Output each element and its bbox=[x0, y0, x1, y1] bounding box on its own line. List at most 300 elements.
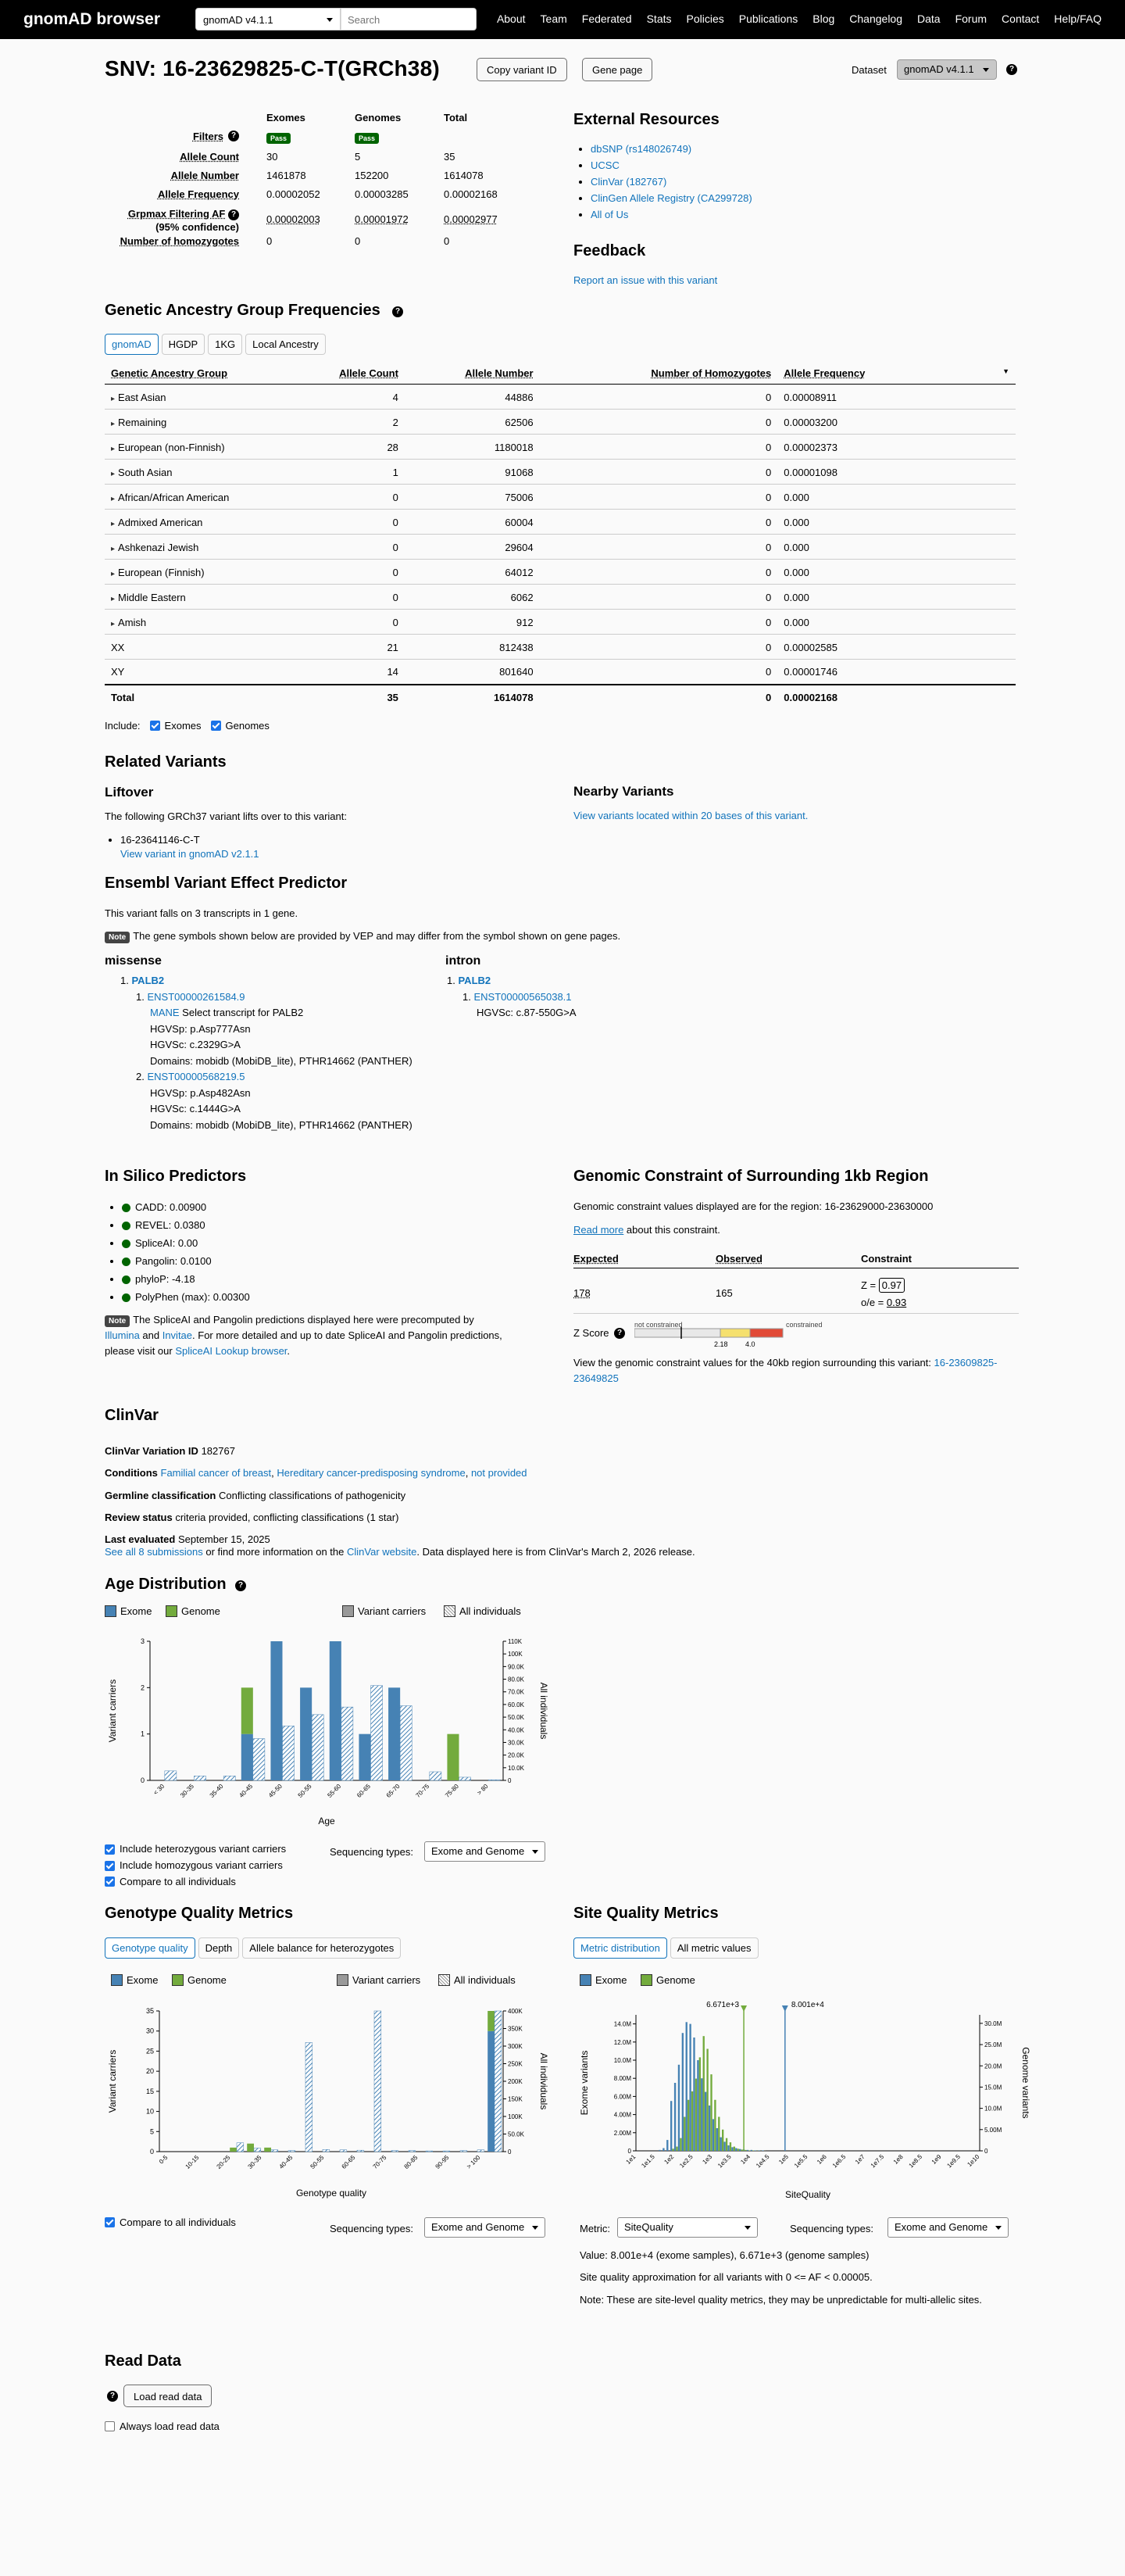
bar-all-individuals bbox=[391, 2151, 398, 2152]
y2-tick-label: 60.0K bbox=[508, 1701, 524, 1708]
intron-gene-link[interactable]: PALB2 bbox=[458, 975, 491, 986]
x-tick-label: 70-75 bbox=[414, 1783, 431, 1799]
total-cell: 0 bbox=[540, 685, 778, 710]
cell: 60004 bbox=[405, 510, 540, 535]
y2-tick-label: 80.0K bbox=[508, 1676, 524, 1683]
row-0-value-0: 30 bbox=[266, 151, 278, 163]
tick-4-0: 4.0 bbox=[745, 1340, 755, 1348]
copy-variant-id-button[interactable]: Copy variant ID bbox=[477, 58, 567, 81]
y-axis-label: Variant carriers bbox=[107, 2049, 118, 2113]
always-load-checkbox[interactable] bbox=[105, 2421, 115, 2431]
x-tick-label: 90-95 bbox=[434, 2154, 451, 2170]
cell: ▸ Ashkenazi Jewish bbox=[105, 535, 294, 560]
total-row bbox=[105, 685, 1016, 710]
transcript-link-1[interactable]: ENST00000261584.9 bbox=[147, 990, 245, 1003]
nearby-variants-link[interactable]: View variants located within 20 bases of this variant. bbox=[573, 810, 809, 821]
nav-link-publications[interactable]: Publications bbox=[738, 13, 798, 25]
grpmax-genomes[interactable]: 0.00001972 bbox=[355, 213, 409, 225]
cell: 0 bbox=[540, 610, 778, 635]
illumina-link[interactable]: Illumina bbox=[105, 1329, 140, 1342]
x-tick-label: 1e8 bbox=[891, 2153, 905, 2166]
table-row[interactable] bbox=[105, 435, 1016, 460]
bar-genome bbox=[726, 2138, 727, 2151]
x-tick-label: 1e8.5 bbox=[907, 2153, 924, 2170]
nav-links bbox=[497, 13, 1102, 25]
gene-link[interactable]: PALB2 bbox=[131, 975, 165, 986]
x-tick-label: 1e6.5 bbox=[830, 2153, 848, 2170]
bar-exome bbox=[674, 2083, 676, 2151]
cell: ▸ South Asian bbox=[105, 460, 294, 485]
x-tick-label: > 100 bbox=[465, 2154, 482, 2170]
bar-exome bbox=[330, 1641, 341, 1780]
constrained-label: constrained bbox=[786, 1321, 823, 1329]
gq-sequencing-select[interactable]: Exome and Genome bbox=[424, 2217, 545, 2238]
bar-genome bbox=[691, 2091, 693, 2151]
nav-link-team[interactable]: Team bbox=[540, 13, 567, 25]
invitae-link[interactable]: Invitae bbox=[162, 1329, 193, 1342]
y-axis-label: Exome variants bbox=[579, 2050, 590, 2116]
table-row bbox=[105, 660, 1016, 685]
col-total: Total bbox=[444, 112, 468, 123]
x-tick-label: 60-65 bbox=[355, 1783, 372, 1799]
cell: 6062 bbox=[405, 585, 540, 610]
cell: 0 bbox=[540, 560, 778, 585]
transcript-link-3[interactable]: ENST00000565038.1 bbox=[473, 990, 572, 1003]
include-exomes-checkbox[interactable] bbox=[150, 721, 160, 731]
y2-tick-label: 100K bbox=[508, 1651, 523, 1658]
predictor-item: • Pangolin: 0.0100 bbox=[122, 1252, 250, 1270]
condition-link-3[interactable]: not provided bbox=[470, 1467, 527, 1479]
sq-genome-swatch bbox=[641, 1974, 652, 1986]
y2-axis-label: All individuals bbox=[538, 2052, 549, 2110]
nav-link-stats[interactable]: Stats bbox=[646, 13, 672, 25]
x-tick-label: 1e3.5 bbox=[716, 2153, 733, 2170]
spliceai-lookup-link[interactable]: SpliceAI Lookup browser bbox=[175, 1345, 288, 1358]
cell: XX bbox=[105, 635, 294, 660]
ancestry-frequency-table bbox=[105, 362, 1016, 710]
predictor-item: • PolyPhen (max): 0.00300 bbox=[122, 1288, 250, 1306]
bar-all-individuals bbox=[165, 1771, 177, 1780]
feedback-title: Feedback bbox=[573, 242, 646, 259]
y-tick-label: 35 bbox=[145, 2007, 154, 2015]
x-tick-label: 40-45 bbox=[277, 2154, 295, 2170]
bar-all-individuals bbox=[288, 2151, 295, 2152]
freq-header-2[interactable]: Allele Number bbox=[405, 362, 540, 385]
cell: ▸ Remaining bbox=[105, 410, 294, 435]
total-cell: 0.00002168 bbox=[777, 685, 1016, 710]
sq-sequencing-select[interactable]: Exome and Genome bbox=[888, 2217, 1009, 2238]
clinvar-footer: See all 8 submissions or find more information on the ClinVar website. Data displayed here is from ClinVar's March 2, 2026 release. bbox=[105, 1546, 695, 1558]
y-tick-label: 5 bbox=[149, 2127, 154, 2136]
x-tick-label: 65-70 bbox=[384, 1783, 402, 1799]
nav-link-data[interactable]: Data bbox=[917, 13, 941, 25]
dataset-select[interactable]: gnomAD v4.1.1 bbox=[195, 8, 341, 30]
y2-tick-label: 200K bbox=[508, 2078, 523, 2085]
bar-genome bbox=[718, 2117, 720, 2152]
cell: 0.000 bbox=[777, 510, 1016, 535]
bar-all-individuals bbox=[254, 2148, 261, 2152]
report-issue-link[interactable]: Report an issue with this variant bbox=[573, 274, 718, 286]
include-genomes-checkbox[interactable] bbox=[211, 721, 221, 731]
not-constrained-label: not constrained bbox=[634, 1321, 683, 1329]
predictor-status-icon bbox=[122, 1222, 130, 1230]
age-sequencing-select[interactable]: Exome and Genome bbox=[424, 1841, 545, 1862]
row-label-3: Number of homozygotes bbox=[120, 235, 239, 247]
y-tick-label: 0 bbox=[627, 2148, 631, 2155]
nav-link-policies[interactable]: Policies bbox=[686, 13, 724, 25]
gq-seq-label: Sequencing types: bbox=[330, 2223, 413, 2234]
nav-link-contact[interactable]: Contact bbox=[1002, 13, 1040, 25]
row-1-value-0: 1461878 bbox=[266, 170, 306, 181]
y2-tick-label: 110K bbox=[508, 1638, 523, 1645]
row-3-value-1: 0 bbox=[355, 235, 361, 247]
zscore-bar bbox=[573, 1321, 1027, 1352]
sq-legend-exome: Exome bbox=[595, 1974, 627, 1986]
predictor-status-icon bbox=[122, 1204, 130, 1212]
cell: 0.00002585 bbox=[777, 635, 1016, 660]
table-row[interactable] bbox=[105, 410, 1016, 435]
x-tick-label: 30-35 bbox=[246, 2154, 263, 2170]
y2-tick-label: 15.0M bbox=[984, 2084, 1002, 2091]
bar-all-individuals bbox=[253, 1739, 265, 1780]
row-0-value-2: 35 bbox=[444, 151, 455, 163]
sq-tabs bbox=[573, 1937, 759, 1959]
external-link-4[interactable]: All of Us bbox=[591, 209, 629, 220]
cell: 0 bbox=[294, 535, 405, 560]
bar-genome bbox=[680, 2138, 681, 2151]
cell: 0 bbox=[294, 610, 405, 635]
y-tick-label: 2.00M bbox=[613, 2129, 631, 2137]
predictor-item: • SpliceAI: 0.00 bbox=[122, 1234, 250, 1252]
bar-genome bbox=[684, 2117, 685, 2152]
anctabs-tab-2[interactable]: 1KG bbox=[208, 334, 242, 355]
y2-tick-label: 0 bbox=[508, 1777, 512, 1784]
y-tick-label: 0 bbox=[149, 2148, 154, 2156]
review-status: criteria provided, conflicting classifications (1 star) bbox=[175, 1511, 399, 1523]
x-tick-label: 60-65 bbox=[340, 2154, 357, 2170]
zscore-label: Z Score bbox=[573, 1327, 609, 1339]
age-distribution-chart bbox=[105, 1627, 566, 1832]
x-tick-label: 40-45 bbox=[238, 1783, 255, 1799]
z-value: 0.97 bbox=[879, 1278, 905, 1293]
liftover-link[interactable]: View variant in gnomAD v2.1.1 bbox=[120, 848, 259, 860]
external-link-3[interactable]: ClinGen Allele Registry (CA299728) bbox=[591, 192, 752, 204]
sqtabs-tab-0[interactable]: Metric distribution bbox=[573, 1937, 667, 1959]
freq-header-1[interactable]: Allele Count bbox=[294, 362, 405, 385]
bar-exome bbox=[739, 2149, 741, 2151]
last-evaluated: September 15, 2025 bbox=[177, 1533, 270, 1546]
bar-genome bbox=[230, 2148, 237, 2152]
top-nav-bar bbox=[0, 0, 1125, 39]
bar-all-individuals bbox=[283, 1726, 295, 1780]
y2-tick-label: 20.0K bbox=[508, 1751, 524, 1759]
nav-link-blog[interactable]: Blog bbox=[812, 13, 835, 25]
bar-genome bbox=[738, 2148, 739, 2151]
liftover-text: The following GRCh37 variant lifts over to this variant: bbox=[105, 810, 347, 822]
transcript-link-2[interactable]: ENST00000568219.5 bbox=[147, 1071, 245, 1083]
intron-title: intron bbox=[445, 954, 481, 968]
x-tick-label: 1e1 bbox=[624, 2153, 638, 2166]
t2-hgvsp: HGVSp: p.Asp482Asn bbox=[150, 1086, 251, 1099]
bar-exome bbox=[762, 2150, 763, 2151]
bar-genome bbox=[695, 2079, 697, 2151]
y-tick-label: 0 bbox=[140, 1776, 145, 1784]
bar-genome bbox=[714, 2100, 716, 2151]
site-quality-chart bbox=[573, 1995, 1034, 2209]
exome-swatch bbox=[105, 1605, 116, 1617]
cell: ▸ East Asian bbox=[105, 385, 294, 410]
genotype-quality-chart bbox=[105, 2005, 566, 2209]
cell: 4 bbox=[294, 385, 405, 410]
row-2-value-2: 0.00002168 bbox=[444, 188, 498, 200]
x-axis-label: Genotype quality bbox=[295, 2188, 367, 2199]
x-tick-label: 50-55 bbox=[296, 1783, 313, 1799]
include-label: Include: bbox=[105, 720, 141, 732]
cell: ▸ African/African American bbox=[105, 485, 294, 510]
bar-all-individuals bbox=[305, 2043, 312, 2152]
load-read-data-button[interactable]: Load read data bbox=[123, 2385, 212, 2407]
nav-link-about[interactable]: About bbox=[496, 13, 526, 25]
bar-exome bbox=[388, 1687, 400, 1780]
cell: 91068 bbox=[405, 460, 540, 485]
cell: 0 bbox=[540, 510, 778, 535]
x-tick-label: 75-80 bbox=[444, 1783, 460, 1799]
predictor-status-icon bbox=[122, 1293, 130, 1302]
table-row[interactable] bbox=[105, 510, 1016, 535]
t3-hgvsc: HGVSc: c.87-550G>A bbox=[477, 1007, 577, 1019]
x-tick-label: 55-60 bbox=[326, 1783, 343, 1799]
bar-exome bbox=[359, 1734, 370, 1780]
note-badge: Note bbox=[105, 932, 130, 943]
always-load-label: Always load read data bbox=[120, 2420, 220, 2432]
sqtabs-tab-1[interactable]: All metric values bbox=[670, 1937, 759, 1959]
table-row[interactable] bbox=[105, 485, 1016, 510]
brand-logo[interactable]: gnomAD browser bbox=[23, 10, 161, 28]
y2-tick-label: 50.0K bbox=[508, 2131, 524, 2138]
grpmax-exomes[interactable]: 0.00002003 bbox=[266, 213, 320, 225]
bar-genome bbox=[748, 2150, 750, 2151]
cell: XY bbox=[105, 660, 294, 685]
y2-axis-label: All individuals bbox=[538, 1682, 549, 1740]
bar-all-individuals bbox=[495, 2011, 502, 2152]
read-more-link[interactable]: Read more bbox=[573, 1224, 624, 1236]
y2-tick-label: 5.00M bbox=[984, 2126, 1002, 2134]
x-tick-label: 1e2.5 bbox=[678, 2153, 695, 2170]
cell: 0.00001098 bbox=[777, 460, 1016, 485]
external-link-2[interactable]: ClinVar (182767) bbox=[591, 176, 667, 188]
freq-header-0[interactable]: Genetic Ancestry Group bbox=[105, 362, 294, 385]
constraint-table bbox=[573, 1250, 1019, 1321]
y-tick-label: 8.00M bbox=[613, 2075, 631, 2083]
liftover-title: Liftover bbox=[105, 785, 154, 800]
cell: 0 bbox=[294, 560, 405, 585]
bar-genome bbox=[672, 2148, 673, 2151]
cell: 812438 bbox=[405, 635, 540, 660]
cell: 0.00008911 bbox=[777, 385, 1016, 410]
region-40kb-link[interactable]: 16-23609825-23649825 bbox=[573, 1357, 998, 1385]
gqtabs-tab-2[interactable]: Allele balance for heterozygotes bbox=[242, 1937, 401, 1959]
cell: 801640 bbox=[405, 660, 540, 685]
x-tick-label: 1e4.5 bbox=[754, 2153, 771, 2170]
age-check-2[interactable] bbox=[105, 1877, 115, 1887]
all-individuals-swatch bbox=[444, 1605, 455, 1617]
age-check-1[interactable] bbox=[105, 1861, 115, 1871]
vep-note: The gene symbols shown below are provided by VEP and may differ from the symbol shown on gene pages. bbox=[133, 930, 621, 942]
x-tick-label: 1e9 bbox=[930, 2153, 943, 2166]
clinvar-details: ClinVar Variation ID 182767 Conditions Familial cancer of breast, Hereditary cancer-predisposing syndrome, not provided Germline classification Conflicting classifications of pathogenicity Review status criteria provided, conflicting classifications (1 star) Last evaluated September 15, 2025 bbox=[105, 1445, 527, 1546]
nearby-variants-title: Nearby Variants bbox=[573, 784, 674, 799]
nav-link-forum[interactable]: Forum bbox=[955, 13, 988, 25]
bar-all-individuals bbox=[340, 2150, 347, 2152]
bar-all-individuals bbox=[374, 2011, 381, 2152]
y-tick-label: 6.00M bbox=[613, 2093, 631, 2101]
gene-page-button[interactable]: Gene page bbox=[582, 58, 652, 81]
bar-exome bbox=[241, 1734, 253, 1780]
bar-exome bbox=[723, 2141, 725, 2151]
gq-compare-label: Compare to all individuals bbox=[120, 2216, 236, 2228]
x-tick-label: 30-35 bbox=[179, 1783, 195, 1799]
gq-title: Genotype Quality Metrics bbox=[105, 1905, 294, 1922]
related-variants-title: Related Variants bbox=[105, 753, 227, 771]
freq-header-4[interactable]: Allele Frequency ▼ bbox=[777, 362, 1016, 385]
legend-variant-carriers: Variant carriers bbox=[358, 1605, 427, 1617]
cell: 0 bbox=[294, 485, 405, 510]
age-check-0[interactable] bbox=[105, 1844, 115, 1855]
external-links-list bbox=[575, 143, 752, 225]
table-row[interactable] bbox=[105, 560, 1016, 585]
age-info-icon[interactable]: ? bbox=[235, 1580, 246, 1591]
insilico-note-badge: Note bbox=[105, 1315, 130, 1327]
sq-note-text: Note: These are site-level quality metrics, they may be unpredictable for multi-allelic sites. bbox=[580, 2294, 982, 2306]
external-link-0[interactable]: dbSNP (rs148026749) bbox=[591, 143, 692, 155]
marker-label: 8.001e+4 bbox=[791, 2001, 824, 2009]
z-label: Z = bbox=[861, 1279, 877, 1291]
gq-compare-checkbox[interactable] bbox=[105, 2217, 115, 2227]
condition-link-2[interactable]: Hereditary cancer-predisposing syndrome bbox=[277, 1467, 466, 1479]
gq-exome-swatch bbox=[111, 1974, 123, 1986]
cell: 21 bbox=[294, 635, 405, 660]
predictor-status-icon bbox=[122, 1240, 130, 1248]
germline-classification: Conflicting classifications of pathogenicity bbox=[218, 1489, 406, 1501]
clinvar-website-link[interactable]: ClinVar website bbox=[347, 1546, 417, 1558]
y-tick-label: 20 bbox=[145, 2067, 154, 2076]
nav-link-help-faq[interactable]: Help/FAQ bbox=[1054, 13, 1102, 25]
constraint-text: Genomic constraint values displayed are for the region: 16-23629000-23630000 bbox=[573, 1200, 934, 1212]
y-axis-label: Variant carriers bbox=[107, 1679, 118, 1743]
search-input[interactable]: Search bbox=[341, 8, 477, 30]
grpmax-info-icon[interactable]: ? bbox=[228, 209, 239, 220]
y-tick-label: 25 bbox=[145, 2047, 154, 2055]
table-row[interactable] bbox=[105, 535, 1016, 560]
bar-genome bbox=[752, 2150, 754, 2151]
bar-all-individuals bbox=[323, 2149, 330, 2152]
y2-tick-label: 50.0K bbox=[508, 1714, 524, 1722]
genome-pass-badge: Pass bbox=[355, 133, 379, 144]
dataset-label: Dataset bbox=[852, 64, 887, 76]
anctabs-tab-3[interactable]: Local Ancestry bbox=[245, 334, 326, 355]
dataset-dropdown[interactable]: gnomAD v4.1.1 bbox=[897, 59, 997, 80]
bar-exome bbox=[670, 2101, 672, 2151]
x-tick-label: 1e5 bbox=[777, 2153, 790, 2166]
external-link-1[interactable]: UCSC bbox=[591, 159, 620, 171]
x-tick-label: > 80 bbox=[476, 1783, 490, 1797]
anctabs-tab-0[interactable]: gnomAD bbox=[105, 334, 159, 355]
y2-tick-label: 300K bbox=[508, 2043, 523, 2050]
gq-carriers-swatch bbox=[337, 1974, 348, 1986]
zscore-info-icon[interactable]: ? bbox=[614, 1328, 625, 1339]
ancestry-title: Genetic Ancestry Group Frequencies bbox=[105, 302, 380, 319]
cell: 0.000 bbox=[777, 560, 1016, 585]
y2-tick-label: 40.0K bbox=[508, 1726, 524, 1734]
bar-all-individuals bbox=[443, 2151, 450, 2152]
x-tick-label: 1e7 bbox=[853, 2153, 866, 2166]
table-row[interactable] bbox=[105, 585, 1016, 610]
filters-info-icon[interactable]: ? bbox=[228, 131, 239, 141]
y-tick-label: 30 bbox=[145, 2027, 154, 2035]
mane-link[interactable]: MANE bbox=[150, 1007, 180, 1019]
cell: 28 bbox=[294, 435, 405, 460]
bar-exome bbox=[720, 2138, 722, 2151]
expected-value[interactable]: 178 bbox=[573, 1287, 591, 1299]
gqtabs-tab-0[interactable]: Genotype quality bbox=[105, 1937, 195, 1959]
nav-link-federated[interactable]: Federated bbox=[581, 13, 632, 25]
total-cell: 35 bbox=[294, 685, 405, 710]
metric-select[interactable]: SiteQuality bbox=[617, 2217, 758, 2238]
dataset-info-icon[interactable]: ? bbox=[1006, 64, 1017, 75]
grpmax-total[interactable]: 0.00002977 bbox=[444, 213, 498, 225]
freq-header-3[interactable]: Number of Homozygotes bbox=[540, 362, 778, 385]
x-tick-label: 10-15 bbox=[184, 2154, 201, 2170]
ancestry-info-icon[interactable]: ? bbox=[392, 306, 403, 317]
cell: ▸ European (non-Finnish) bbox=[105, 435, 294, 460]
sq-seq-label: Sequencing types: bbox=[790, 2223, 873, 2234]
condition-link-1[interactable]: Familial cancer of breast bbox=[160, 1467, 272, 1479]
bar-genome bbox=[688, 2100, 689, 2151]
total-cell: 1614078 bbox=[405, 685, 540, 710]
y2-tick-label: 10.0M bbox=[984, 2105, 1002, 2113]
nav-link-changelog[interactable]: Changelog bbox=[849, 13, 903, 25]
y2-axis-label: Genome variants bbox=[1020, 2047, 1031, 2119]
y2-tick-label: 100K bbox=[508, 2113, 523, 2120]
t2-hgvsc: HGVSc: c.1444G>A bbox=[150, 1103, 241, 1115]
row-label-1: Allele Number bbox=[170, 170, 239, 181]
y2-tick-label: 30.0K bbox=[508, 1739, 524, 1747]
cell: 14 bbox=[294, 660, 405, 685]
x-tick-label: 20-25 bbox=[215, 2154, 232, 2170]
cell: 0 bbox=[540, 660, 778, 685]
gq-legend-all: All individuals bbox=[454, 1974, 516, 1986]
col-exomes: Exomes bbox=[266, 112, 305, 123]
y2-tick-label: 90.0K bbox=[508, 1663, 524, 1671]
y2-tick-label: 25.0M bbox=[984, 2041, 1002, 2049]
table-row[interactable] bbox=[105, 610, 1016, 635]
bar-all-individuals bbox=[460, 2151, 467, 2152]
y2-tick-label: 70.0K bbox=[508, 1688, 524, 1696]
x-tick-label: 1e10 bbox=[966, 2153, 981, 2168]
see-all-submissions-link[interactable]: See all 8 submissions bbox=[105, 1546, 203, 1558]
sq-approx-text: Site quality approximation for all variants with 0 <= AF < 0.00005. bbox=[580, 2271, 873, 2283]
cell: 0.00001746 bbox=[777, 660, 1016, 685]
include-exomes-label: Exomes bbox=[164, 720, 202, 732]
gqtabs-tab-1[interactable]: Depth bbox=[198, 1937, 240, 1959]
anctabs-tab-1[interactable]: HGDP bbox=[162, 334, 205, 355]
table-row[interactable] bbox=[105, 460, 1016, 485]
read-data-info-icon[interactable]: ? bbox=[107, 2391, 118, 2402]
x-tick-label: 1e2 bbox=[662, 2153, 676, 2166]
table-row[interactable] bbox=[105, 385, 1016, 410]
bar-all-individuals bbox=[237, 2143, 244, 2152]
bar-all-individuals bbox=[426, 2151, 433, 2152]
